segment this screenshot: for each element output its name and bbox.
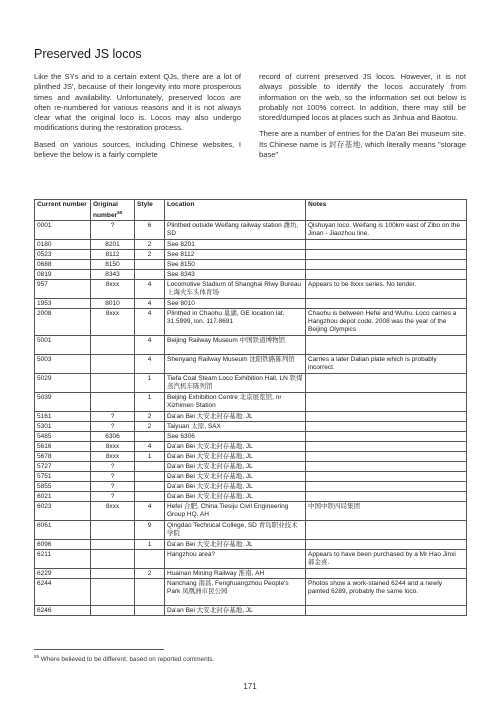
cell-location: Da'an Bei 大安北封存基地, JL <box>165 492 306 502</box>
page-number: 171 <box>243 682 257 691</box>
cell-style: 1 <box>135 374 165 393</box>
cell-style: 4 <box>135 299 165 309</box>
cell-style <box>135 432 165 442</box>
table-row <box>35 472 467 482</box>
footnote-text: Where believed to be different, based on reported comments. <box>40 656 215 664</box>
cell-location: Locomotive Stadium of Shanghai Rlwy Bureau 上海火车头体育场 <box>165 280 306 299</box>
cell-style: 2 <box>135 412 165 422</box>
table-row <box>35 540 467 550</box>
cell-notes <box>306 521 467 540</box>
cell-original-number <box>91 374 135 393</box>
cell-style: 2 <box>135 422 165 432</box>
cell-location: Da'an Bei 大安北封存基地, JL <box>165 472 306 482</box>
cell-original-number <box>91 550 135 569</box>
cell-location: Beijing Railway Museum 中国铁道博物馆 <box>165 336 306 355</box>
cell-location: Da'an Bei 大安北封存基地, JL <box>165 482 306 492</box>
cell-location: Plinthed in Chaohu 巢湖, GE location lat. 31.5999, lon. 117.8691 <box>165 309 306 336</box>
cell-notes: Photos show a work-stained 6244 and a newly painted 6289, probably the same loco. <box>306 579 467 606</box>
cell-location: Da'an Bei 大安北封存基地, JL <box>165 442 306 452</box>
cell-location: See 8343 <box>165 270 306 280</box>
footnote-ref: 55 <box>117 209 123 215</box>
cell-notes <box>306 472 467 482</box>
cell-original-number: ? <box>91 482 135 492</box>
cell-original-number <box>91 336 135 355</box>
header-notes: Notes <box>306 200 467 221</box>
cell-location: Hangzhou area? <box>165 550 306 569</box>
cell-notes: Chaohu is between Hefei and Wuhu. Loco carries a Hangzhou depot code. 2008 was the year of the Beijing Olympics <box>306 309 467 336</box>
table-row <box>35 606 467 616</box>
cell-original-number: ? <box>91 221 135 240</box>
cell-current-number: 5161 <box>35 412 91 422</box>
cell-location: Da'an Bei 大安北封存基地, JL <box>165 606 306 616</box>
cell-current-number: 5003 <box>35 355 91 374</box>
cell-original-number: ? <box>91 422 135 432</box>
cell-original-number <box>91 355 135 374</box>
table-row <box>35 422 467 432</box>
cell-current-number: 6023 <box>35 502 91 521</box>
cell-style: 9 <box>135 521 165 540</box>
intro-paragraph: Based on various sources, including Chinese websites, I believe the below is a fairly complete <box>34 139 241 160</box>
cell-original-number: 8xxx <box>91 452 135 462</box>
cell-current-number: 5855 <box>35 482 91 492</box>
cell-original-number: ? <box>91 462 135 472</box>
cell-location: Da'an Bei 大安北封存基地, JL <box>165 462 306 472</box>
cell-current-number: 5039 <box>35 393 91 412</box>
cell-notes: Carries a later Dalian plate which is probably incorrect. <box>306 355 467 374</box>
table-row <box>35 355 467 374</box>
header-current-number: Current number <box>35 200 91 221</box>
cell-notes <box>306 393 467 412</box>
cell-location: Huainan Mining Railway 淮南, AH <box>165 569 306 579</box>
intro-columns <box>34 72 466 166</box>
cell-original-number: 8xxx <box>91 280 135 299</box>
cell-original-number: 8xxx <box>91 309 135 336</box>
table-row <box>35 462 467 472</box>
cell-notes <box>306 432 467 442</box>
cell-location: Shenyang Railway Museum 沈阳铁路陈列馆 <box>165 355 306 374</box>
cell-style <box>135 482 165 492</box>
cell-location: Beijing Exhibition Centre 北京展览馆, nr Xizhimen Station <box>165 393 306 412</box>
table-row <box>35 492 467 502</box>
table-row <box>35 336 467 355</box>
cell-notes <box>306 492 467 502</box>
cell-current-number: 1953 <box>35 299 91 309</box>
table-row <box>35 579 467 606</box>
cell-original-number <box>91 569 135 579</box>
cell-style: 1 <box>135 393 165 412</box>
cell-notes <box>306 452 467 462</box>
table-body <box>35 221 467 616</box>
cell-original-number <box>91 521 135 540</box>
cell-current-number: 5301 <box>35 422 91 432</box>
cell-current-number: 5678 <box>35 452 91 462</box>
header-location: Location <box>165 200 306 221</box>
cell-style: 2 <box>135 569 165 579</box>
cell-location: See 8150 <box>165 260 306 270</box>
cell-current-number: 5485 <box>35 432 91 442</box>
cell-notes: Qishuyan loco. Weifang is 100km east of Zibo on the Jinan - Jiaozhou line. <box>306 221 467 240</box>
cell-notes <box>306 260 467 270</box>
cell-original-number <box>91 540 135 550</box>
cell-notes <box>306 540 467 550</box>
cell-notes <box>306 374 467 393</box>
cell-original-number: 8010 <box>91 299 135 309</box>
table-row <box>35 374 467 393</box>
table-row <box>35 393 467 412</box>
cell-style <box>135 472 165 482</box>
cell-current-number: 6096 <box>35 540 91 550</box>
cell-location: Plinthed outside Weifang railway station 潍坊, SD <box>165 221 306 240</box>
cell-notes <box>306 462 467 472</box>
header-original-number <box>91 200 135 221</box>
table-row <box>35 270 467 280</box>
table-row <box>35 412 467 422</box>
cell-original-number: 8150 <box>91 260 135 270</box>
cell-style: 4 <box>135 355 165 374</box>
cell-location: See 8201 <box>165 240 306 250</box>
cell-current-number: 6211 <box>35 550 91 569</box>
intro-left-column <box>34 72 241 166</box>
table-row <box>35 482 467 492</box>
cell-original-number: 8201 <box>91 240 135 250</box>
table-row <box>35 250 467 260</box>
cell-style: 4 <box>135 442 165 452</box>
cell-style: 1 <box>135 540 165 550</box>
cell-style: 4 <box>135 502 165 521</box>
table-row <box>35 442 467 452</box>
cell-original-number: 8xxx <box>91 502 135 521</box>
cell-location: See 8112 <box>165 250 306 260</box>
page-title: Preserved JS locos <box>34 47 142 61</box>
cell-style <box>135 260 165 270</box>
cell-notes: 中国中铁四局集团 <box>306 502 467 521</box>
cell-original-number <box>91 606 135 616</box>
cell-style: 2 <box>135 240 165 250</box>
cell-current-number: 0523 <box>35 250 91 260</box>
cell-original-number: 8xxx <box>91 442 135 452</box>
cell-style <box>135 606 165 616</box>
cell-location: Da'an Bei 大安北封存基地, JL <box>165 540 306 550</box>
cell-current-number: 0180 <box>35 240 91 250</box>
table-row <box>35 240 467 250</box>
table-row <box>35 309 467 336</box>
cell-current-number: 0819 <box>35 270 91 280</box>
cell-original-number: ? <box>91 472 135 482</box>
cell-notes: Appears to be 8xxx series. No tender. <box>306 280 467 299</box>
cell-location: Da'an Bei 大安北封存基地, JL <box>165 412 306 422</box>
cell-original-number: 8343 <box>91 270 135 280</box>
cell-notes <box>306 422 467 432</box>
cell-location: Nanchang 南昌, Fenghuangzhou People's Park 凤凰洲市民公园 <box>165 579 306 606</box>
cell-notes <box>306 240 467 250</box>
cell-location: Da'an Bei 大安北封存基地, JL <box>165 452 306 462</box>
table-row <box>35 280 467 299</box>
cell-original-number <box>91 393 135 412</box>
cell-current-number: 2008 <box>35 309 91 336</box>
cell-notes <box>306 250 467 260</box>
intro-paragraph: There are a number of entries for the Da'an Bei museum site. Its Chinese name is 封存基地, which literally means "storage base" <box>259 129 466 160</box>
table-row <box>35 521 467 540</box>
table-row <box>35 260 467 270</box>
cell-original-number: ? <box>91 412 135 422</box>
cell-current-number: 6229 <box>35 569 91 579</box>
intro-right-column <box>259 72 466 166</box>
cell-location: Taiyuan 太原, SAX <box>165 422 306 432</box>
cell-current-number: 0688 <box>35 260 91 270</box>
cell-location: Tiefa Coal Steam Loco Exhibition Hall, LN 铁煤蒸汽机车陈列馆 <box>165 374 306 393</box>
cell-location: See 8010 <box>165 299 306 309</box>
cell-location: Qingdao Technical College, SD 青岛职业技术学院 <box>165 521 306 540</box>
cell-current-number: 0001 <box>35 221 91 240</box>
cell-original-number: 8112 <box>91 250 135 260</box>
cell-current-number: 6061 <box>35 521 91 540</box>
cell-style <box>135 492 165 502</box>
cell-current-number: 6021 <box>35 492 91 502</box>
cell-current-number: 957 <box>35 280 91 299</box>
cell-notes <box>306 482 467 492</box>
cell-style <box>135 579 165 606</box>
cell-style: 4 <box>135 309 165 336</box>
cell-style: 4 <box>135 336 165 355</box>
cell-current-number: 5727 <box>35 462 91 472</box>
header-original-label: Original number <box>93 200 118 219</box>
cell-location: See 6306 <box>165 432 306 442</box>
cell-notes <box>306 299 467 309</box>
table-row <box>35 550 467 569</box>
cell-current-number: 5751 <box>35 472 91 482</box>
table-row <box>35 502 467 521</box>
intro-paragraph: Like the SYs and to a certain extent QJs, there are a lot of plinthed JS', because of their longevity into more prosperous times and availability. Unfortunately, preserved locos are often re-numbered for various reasons and it is not always clear what the original loco is. Locos may also undergo modifications during the restoration process. <box>34 72 241 133</box>
cell-style <box>135 550 165 569</box>
cell-style: 2 <box>135 250 165 260</box>
cell-notes <box>306 270 467 280</box>
cell-current-number: 6244 <box>35 579 91 606</box>
footnote-mark: 55 <box>34 654 40 659</box>
footnote <box>34 654 214 663</box>
cell-style: 4 <box>135 280 165 299</box>
cell-notes: Appears to have been purchased by a Mr Hao Jinxi 郝金喜. <box>306 550 467 569</box>
cell-notes <box>306 412 467 422</box>
cell-original-number: 6306 <box>91 432 135 442</box>
cell-original-number: ? <box>91 492 135 502</box>
cell-current-number: 5029 <box>35 374 91 393</box>
cell-notes <box>306 569 467 579</box>
cell-original-number <box>91 579 135 606</box>
cell-notes <box>306 442 467 452</box>
table-row <box>35 432 467 442</box>
table-row <box>35 299 467 309</box>
header-style: Style <box>135 200 165 221</box>
cell-current-number: 6246 <box>35 606 91 616</box>
cell-current-number: 5616 <box>35 442 91 452</box>
cell-style: 6 <box>135 221 165 240</box>
table-row <box>35 452 467 462</box>
table-row <box>35 221 467 240</box>
cell-style <box>135 462 165 472</box>
cell-notes <box>306 606 467 616</box>
table-header-row <box>35 200 467 221</box>
preserved-locos-table <box>34 199 467 616</box>
cell-notes <box>306 336 467 355</box>
footnote-divider <box>34 649 164 650</box>
cell-location: Hefei 合肥, China Tiesiju Civil Engineering Group HQ, AH <box>165 502 306 521</box>
cell-style: 1 <box>135 452 165 462</box>
cell-current-number: 5001 <box>35 336 91 355</box>
intro-paragraph: record of current preserved JS locos. However, it is not always possible to identify the locos accurately from information on the web, so the information set out below is probably not 100% correct. In addition, there may still be stored/dumped locos at places such as Jinhua and Baotou. <box>259 72 466 123</box>
table-row <box>35 569 467 579</box>
cell-style <box>135 270 165 280</box>
